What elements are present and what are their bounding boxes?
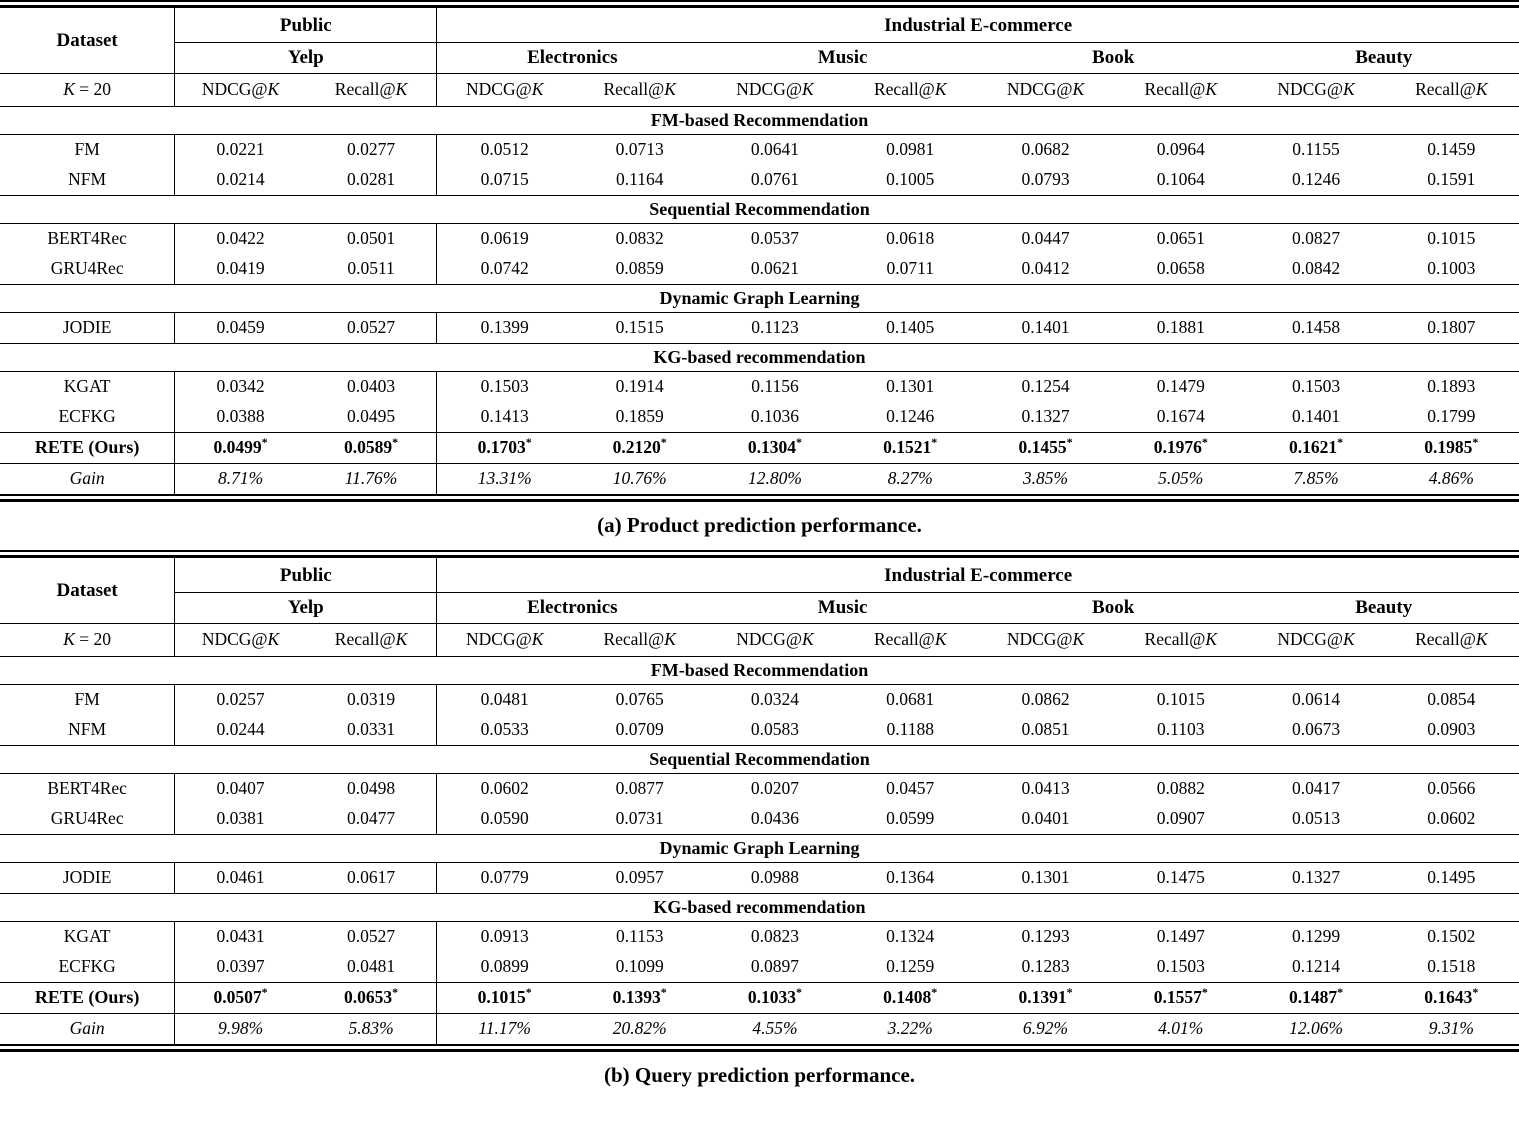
metric-value-cell: 0.0481 (306, 952, 437, 983)
gain-row (0, 1014, 1519, 1045)
metric-value-cell: 0.0913 (480, 926, 529, 946)
product-prediction-table-block (0, 0, 1519, 538)
gain-value-cell: 6.92% (1022, 1018, 1069, 1038)
metric-value-cell: 0.0397 (175, 952, 306, 983)
dataset-name-beauty: Beauty (1248, 593, 1519, 624)
metric-value-cell: 0.0566 (1427, 778, 1476, 798)
dataset-name-row (0, 593, 1519, 624)
metric-value-cell: 0.0257 (216, 689, 265, 709)
metric-header-ndcg: NDCG@K (707, 74, 842, 107)
section-header-row (0, 107, 1519, 135)
metric-header-recall: Recall@K (572, 624, 707, 657)
metric-value-cell: 0.0681 (886, 689, 935, 709)
metric-value-cell: 0.0457 (886, 778, 935, 798)
metric-value-cell: 0.1455* (978, 433, 1113, 464)
metric-value-cell: 0.1643* (1384, 983, 1519, 1014)
bottom-double-rule (0, 494, 1519, 502)
metric-value-cell: 0.1503 (1113, 952, 1248, 983)
model-name-cell: GRU4Rec (0, 254, 175, 285)
metric-value-cell: 0.0214 (175, 165, 306, 196)
section-header: KG-based recommendation (0, 344, 1519, 372)
metric-value-cell: 0.0324 (750, 689, 800, 709)
metric-value-cell: 0.1301 (978, 863, 1113, 894)
metric-value-cell: 0.0761 (707, 165, 842, 196)
model-name-cell: RETE (Ours) (0, 433, 175, 464)
metric-value-cell: 0.0403 (306, 372, 437, 403)
metric-value-cell: 0.1497 (1156, 926, 1205, 946)
gain-row (0, 464, 1519, 495)
metric-value-cell: 0.0621 (707, 254, 842, 285)
metric-value-cell: 0.1259 (843, 952, 978, 983)
metric-value-cell: 0.1475 (1113, 863, 1248, 894)
metric-value-cell: 0.0709 (572, 715, 707, 746)
dataset-name-book: Book (978, 43, 1249, 74)
dataset-name-beauty: Beauty (1248, 43, 1519, 74)
metric-value-cell: 0.0602 (480, 778, 529, 798)
metric-header-ndcg: NDCG@K (707, 624, 842, 657)
metric-value-cell: 0.1164 (572, 165, 707, 196)
group-header-row (0, 558, 1519, 593)
section-header: KG-based recommendation (0, 894, 1519, 922)
metric-value-cell: 0.0590 (437, 804, 572, 835)
metric-value-cell: 0.0244 (175, 715, 306, 746)
model-name-cell: KGAT (0, 922, 175, 953)
model-result-row (0, 922, 1519, 953)
metric-value-cell: 0.0658 (1113, 254, 1248, 285)
metric-header-recall: Recall@K (572, 74, 707, 107)
metric-value-cell: 0.0431 (216, 926, 265, 946)
model-result-row (0, 224, 1519, 255)
model-name-cell: JODIE (0, 863, 175, 894)
table-caption-b: (b) Query prediction performance. (603, 1063, 916, 1087)
model-name-cell: FM (0, 685, 175, 716)
metric-value-cell: 0.0461 (175, 863, 306, 894)
metric-header-recall: Recall@K (1113, 624, 1248, 657)
model-result-row (0, 402, 1519, 433)
gain-value-cell: 10.76% (612, 468, 667, 488)
metric-value-cell: 0.0381 (175, 804, 306, 835)
metric-value-cell: 0.0793 (978, 165, 1113, 196)
section-header-row (0, 657, 1519, 685)
metric-value-cell: 0.0765 (615, 689, 664, 709)
metric-value-cell: 0.0207 (750, 778, 800, 798)
metric-value-cell: 0.1301 (886, 376, 935, 396)
metric-value-cell: 0.1495 (1384, 863, 1519, 894)
metric-value-cell: 0.0513 (1248, 804, 1383, 835)
metric-value-cell: 0.0711 (843, 254, 978, 285)
metric-value-cell: 0.1458 (1248, 313, 1383, 344)
metric-header-ndcg: NDCG@K (1248, 624, 1383, 657)
metric-value-cell: 0.0342 (216, 376, 265, 396)
metric-value-cell: 0.1123 (707, 313, 842, 344)
metric-value-cell: 0.0713 (615, 139, 664, 159)
metric-value-cell: 0.0981 (886, 139, 935, 159)
metric-value-cell: 0.0221 (216, 139, 265, 159)
section-header-row (0, 196, 1519, 224)
gain-value-cell: 8.71% (217, 468, 264, 488)
metric-value-cell: 0.0413 (1021, 778, 1070, 798)
section-header-row (0, 285, 1519, 313)
model-result-row (0, 863, 1519, 894)
metric-value-cell: 0.0583 (707, 715, 842, 746)
metric-value-cell: 0.0854 (1427, 689, 1476, 709)
metric-value-cell: 0.1003 (1384, 254, 1519, 285)
metric-value-cell: 0.1364 (843, 863, 978, 894)
dataset-header: Dataset (0, 558, 175, 624)
metric-header-row (0, 624, 1519, 657)
metric-value-cell: 0.1293 (1021, 926, 1070, 946)
results-table-b (0, 558, 1519, 1044)
metric-value-cell: 0.1327 (1248, 863, 1383, 894)
model-result-row (0, 685, 1519, 716)
metric-value-cell: 0.1799 (1384, 402, 1519, 433)
model-name-cell: BERT4Rec (0, 224, 175, 255)
metric-value-cell: 0.1479 (1156, 376, 1205, 396)
metric-value-cell: 0.0599 (843, 804, 978, 835)
metric-value-cell: 0.0715 (437, 165, 572, 196)
metric-value-cell: 0.1405 (843, 313, 978, 344)
gain-value-cell: 11.17% (478, 1018, 532, 1038)
section-header: Dynamic Graph Learning (0, 835, 1519, 863)
gain-value-cell: 4.01% (1158, 1018, 1204, 1038)
metric-value-cell: 0.0907 (1113, 804, 1248, 835)
metric-header-recall: Recall@K (843, 74, 978, 107)
model-name-cell: RETE (Ours) (0, 983, 175, 1014)
metric-value-cell: 0.0319 (306, 685, 437, 716)
metric-value-cell: 0.1703* (437, 433, 572, 464)
metric-value-cell: 0.0459 (175, 313, 306, 344)
gain-value-cell: 20.82% (612, 1018, 667, 1038)
metric-value-cell: 0.0527 (306, 313, 437, 344)
metric-header-ndcg: NDCG@K (175, 74, 306, 107)
metric-value-cell: 0.0281 (306, 165, 437, 196)
metric-header-ndcg: NDCG@K (437, 74, 572, 107)
metric-value-cell: 0.1399 (437, 313, 572, 344)
metric-value-cell: 0.1103 (1113, 715, 1248, 746)
public-group-header: Public (175, 558, 437, 593)
gain-value-cell: 9.31% (1428, 1018, 1474, 1038)
metric-header-recall: Recall@K (1384, 74, 1519, 107)
metric-value-cell: 0.0331 (306, 715, 437, 746)
metric-value-cell: 0.0617 (306, 863, 437, 894)
metric-value-cell: 0.0823 (750, 926, 800, 946)
metric-value-cell: 0.1621* (1248, 433, 1383, 464)
metric-value-cell: 0.0618 (886, 228, 935, 248)
metric-value-cell: 0.1064 (1113, 165, 1248, 196)
metric-header-ndcg: NDCG@K (437, 624, 572, 657)
metric-value-cell: 0.1591 (1384, 165, 1519, 196)
model-name-cell: GRU4Rec (0, 804, 175, 835)
industrial-group-header: Industrial E-commerce (437, 8, 1519, 43)
metric-value-cell: 0.0653* (306, 983, 437, 1014)
gain-value-cell: 7.85% (1293, 468, 1339, 488)
metric-value-cell: 0.0897 (707, 952, 842, 983)
metric-value-cell: 0.1155 (1292, 139, 1340, 159)
metric-value-cell: 0.0682 (1021, 139, 1070, 159)
metric-value-cell: 0.0537 (750, 228, 800, 248)
metric-header-ndcg: NDCG@K (1248, 74, 1383, 107)
section-header: FM-based Recommendation (0, 107, 1519, 135)
metric-value-cell: 0.0447 (1021, 228, 1070, 248)
model-result-row (0, 804, 1519, 835)
metric-header-ndcg: NDCG@K (978, 624, 1113, 657)
metric-header-recall: Recall@K (306, 624, 437, 657)
metric-value-cell: 0.0832 (615, 228, 664, 248)
model-name-cell: NFM (0, 165, 175, 196)
metric-value-cell: 0.0401 (978, 804, 1113, 835)
metric-value-cell: 0.1674 (1113, 402, 1248, 433)
model-result-row (0, 774, 1519, 805)
metric-value-cell: 0.0899 (437, 952, 572, 983)
metric-value-cell: 0.1393* (572, 983, 707, 1014)
model-name-cell: JODIE (0, 313, 175, 344)
metric-value-cell: 0.1299 (1291, 926, 1341, 946)
metric-value-cell: 0.1859 (572, 402, 707, 433)
metric-value-cell: 0.0501 (306, 224, 437, 255)
metric-value-cell: 0.0957 (572, 863, 707, 894)
metric-value-cell: 0.1099 (572, 952, 707, 983)
dataset-header: Dataset (0, 8, 175, 74)
metric-value-cell: 0.1005 (843, 165, 978, 196)
metric-value-cell: 0.1327 (978, 402, 1113, 433)
metric-value-cell: 0.0903 (1384, 715, 1519, 746)
section-header-row (0, 746, 1519, 774)
metric-value-cell: 0.1503 (480, 376, 529, 396)
top-double-rule (0, 550, 1519, 558)
metric-value-cell: 0.1015* (437, 983, 572, 1014)
metric-value-cell: 0.1246 (843, 402, 978, 433)
metric-header-recall: Recall@K (306, 74, 437, 107)
section-header: Dynamic Graph Learning (0, 285, 1519, 313)
metric-value-cell: 0.1391* (978, 983, 1113, 1014)
metric-value-cell: 0.0651 (1156, 228, 1205, 248)
model-result-row (0, 313, 1519, 344)
dataset-name-row (0, 43, 1519, 74)
gain-value-cell: 4.55% (752, 1018, 798, 1038)
top-double-rule (0, 0, 1519, 8)
model-name-cell: ECFKG (0, 952, 175, 983)
metric-value-cell: 0.0277 (306, 135, 437, 166)
rete-result-row (0, 433, 1519, 464)
dataset-name-music: Music (707, 593, 978, 624)
metric-value-cell: 0.0388 (175, 402, 306, 433)
section-header-row (0, 835, 1519, 863)
gain-value-cell: 12.80% (748, 468, 802, 488)
model-name-cell: FM (0, 135, 175, 166)
metric-value-cell: 0.1036 (707, 402, 842, 433)
metric-value-cell: 0.1985* (1384, 433, 1519, 464)
model-result-row (0, 372, 1519, 403)
metric-value-cell: 0.1156 (751, 376, 799, 396)
metric-header-recall: Recall@K (1384, 624, 1519, 657)
metric-value-cell: 0.1153 (615, 926, 664, 946)
metric-value-cell: 0.0498 (306, 774, 437, 805)
metric-value-cell: 0.1401 (1248, 402, 1383, 433)
metric-value-cell: 0.1324 (886, 926, 935, 946)
k-label-cell: K = 20 (0, 624, 175, 657)
dataset-name-music: Music (707, 43, 978, 74)
gain-value-cell: 3.85% (1022, 468, 1069, 488)
metric-value-cell: 0.0988 (707, 863, 842, 894)
section-header-row (0, 344, 1519, 372)
metric-value-cell: 0.0862 (1021, 689, 1070, 709)
gain-value-cell: 13.31% (477, 468, 532, 488)
metric-value-cell: 0.0477 (306, 804, 437, 835)
rete-result-row (0, 983, 1519, 1014)
metric-value-cell: 0.0673 (1248, 715, 1383, 746)
results-table-a (0, 8, 1519, 494)
gain-value-cell: 12.06% (1289, 1018, 1344, 1038)
metric-value-cell: 0.1214 (1248, 952, 1383, 983)
bottom-double-rule (0, 1044, 1519, 1052)
metric-value-cell: 0.0499* (175, 433, 306, 464)
metric-value-cell: 0.2120* (572, 433, 707, 464)
metric-header-recall: Recall@K (1113, 74, 1248, 107)
metric-value-cell: 0.0731 (572, 804, 707, 835)
metric-value-cell: 0.0422 (216, 228, 265, 248)
model-result-row (0, 952, 1519, 983)
metric-value-cell: 0.0412 (978, 254, 1113, 285)
query-prediction-table-block (0, 550, 1519, 1088)
metric-value-cell: 0.0507* (175, 983, 306, 1014)
metric-value-cell: 0.1502 (1427, 926, 1476, 946)
metric-value-cell: 0.1503 (1291, 376, 1341, 396)
metric-value-cell: 0.1518 (1384, 952, 1519, 983)
model-name-cell: BERT4Rec (0, 774, 175, 805)
metric-value-cell: 0.0851 (978, 715, 1113, 746)
metric-value-cell: 0.0842 (1248, 254, 1383, 285)
model-name-cell: NFM (0, 715, 175, 746)
gain-value-cell: 5.83% (306, 1014, 437, 1045)
metric-value-cell: 0.1914 (615, 376, 664, 396)
metric-value-cell: 0.0417 (1291, 778, 1341, 798)
public-group-header: Public (175, 8, 437, 43)
metric-value-cell: 0.1557* (1113, 983, 1248, 1014)
metric-value-cell: 0.0882 (1156, 778, 1205, 798)
metric-value-cell: 0.1487* (1248, 983, 1383, 1014)
metric-value-cell: 0.1408* (843, 983, 978, 1014)
metric-header-ndcg: NDCG@K (175, 624, 306, 657)
metric-value-cell: 0.0495 (306, 402, 437, 433)
gain-value-cell: 3.22% (887, 1018, 933, 1038)
gain-value-cell: 11.76% (306, 464, 437, 495)
metric-value-cell: 0.0511 (306, 254, 437, 285)
group-header-row (0, 8, 1519, 43)
model-result-row (0, 165, 1519, 196)
metric-value-cell: 0.0859 (572, 254, 707, 285)
metric-value-cell: 0.0619 (480, 228, 529, 248)
dataset-name-electronics: Electronics (437, 593, 708, 624)
metric-value-cell: 0.0964 (1156, 139, 1205, 159)
table-caption-a: (a) Product prediction performance. (597, 513, 922, 537)
metric-value-cell: 0.0481 (480, 689, 529, 709)
metric-value-cell: 0.0877 (615, 778, 664, 798)
dataset-name-book: Book (978, 593, 1249, 624)
industrial-group-header: Industrial E-commerce (437, 558, 1519, 593)
metric-value-cell: 0.0602 (1384, 804, 1519, 835)
metric-value-cell: 0.0614 (1291, 689, 1341, 709)
metric-value-cell: 0.0533 (437, 715, 572, 746)
gain-value-cell: 8.27% (887, 468, 933, 488)
model-result-row (0, 254, 1519, 285)
metric-value-cell: 0.0779 (437, 863, 572, 894)
metric-value-cell: 0.0407 (216, 778, 265, 798)
section-header: FM-based Recommendation (0, 657, 1519, 685)
gain-value-cell: 4.86% (1428, 468, 1474, 488)
model-name-cell: KGAT (0, 372, 175, 403)
model-result-row (0, 715, 1519, 746)
gain-label-cell: Gain (0, 1014, 175, 1045)
metric-value-cell: 0.0641 (750, 139, 800, 159)
metric-value-cell: 0.1015 (1156, 689, 1205, 709)
metric-value-cell: 0.0589* (306, 433, 437, 464)
metric-value-cell: 0.1246 (1248, 165, 1383, 196)
metric-value-cell: 0.1015 (1427, 228, 1476, 248)
dataset-name-yelp: Yelp (175, 43, 437, 74)
metric-value-cell: 0.1893 (1427, 376, 1476, 396)
metric-header-recall: Recall@K (843, 624, 978, 657)
metric-value-cell: 0.1033* (707, 983, 842, 1014)
section-header: Sequential Recommendation (0, 746, 1519, 774)
metric-value-cell: 0.0436 (707, 804, 842, 835)
gain-label-cell: Gain (0, 464, 175, 495)
model-name-cell: ECFKG (0, 402, 175, 433)
metric-value-cell: 0.0827 (1291, 228, 1341, 248)
metric-value-cell: 0.1521* (843, 433, 978, 464)
metric-value-cell: 0.1254 (1021, 376, 1070, 396)
gain-value-cell: 9.98% (217, 1018, 264, 1038)
metric-value-cell: 0.1413 (437, 402, 572, 433)
metric-value-cell: 0.0527 (306, 922, 437, 953)
metric-value-cell: 0.1283 (978, 952, 1113, 983)
metric-value-cell: 0.1401 (978, 313, 1113, 344)
dataset-name-electronics: Electronics (437, 43, 708, 74)
metric-header-row (0, 74, 1519, 107)
metric-value-cell: 0.1515 (572, 313, 707, 344)
metric-value-cell: 0.1976* (1113, 433, 1248, 464)
metric-value-cell: 0.1304* (707, 433, 842, 464)
k-label-cell: K = 20 (0, 74, 175, 107)
metric-header-ndcg: NDCG@K (978, 74, 1113, 107)
metric-value-cell: 0.0742 (437, 254, 572, 285)
model-result-row (0, 135, 1519, 166)
dataset-name-yelp: Yelp (175, 593, 437, 624)
metric-value-cell: 0.1881 (1113, 313, 1248, 344)
section-header-row (0, 894, 1519, 922)
metric-value-cell: 0.1807 (1384, 313, 1519, 344)
section-header: Sequential Recommendation (0, 196, 1519, 224)
metric-value-cell: 0.1188 (843, 715, 978, 746)
metric-value-cell: 0.0512 (480, 139, 529, 159)
metric-value-cell: 0.1459 (1427, 139, 1476, 159)
gain-value-cell: 5.05% (1158, 468, 1204, 488)
metric-value-cell: 0.0419 (175, 254, 306, 285)
